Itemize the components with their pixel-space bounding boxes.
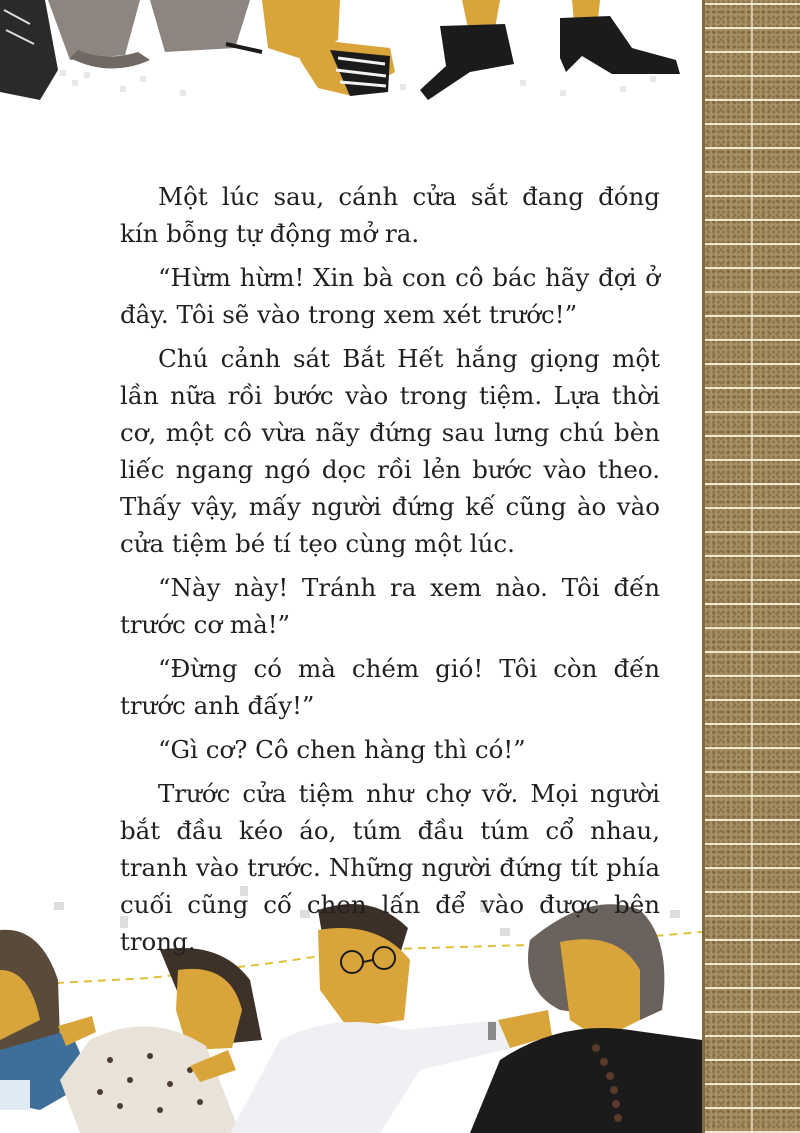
paragraph: “Đừng có mà chém gió! Tôi còn đến trước anh đấy!” [120,654,660,720]
paragraph: “Hừm hừm! Xin bà con cô bác hãy đợi ở đây. Tôi sẽ vào trong xem xét trước!” [120,263,660,329]
story-text [120,178,660,960]
illustration-feet-top [0,0,702,110]
paragraph: “Này này! Tránh ra xem nào. Tôi đến trước cơ mà!” [120,573,660,639]
paragraph: “Gì cơ? Cô chen hàng thì có!” [158,735,526,764]
paragraph: Một lúc sau, cánh cửa sắt đang đóng kín bỗng tự động mở ra. [120,182,660,248]
paragraph: Trước cửa tiệm như chợ vỡ. Mọi người bắt đầu kéo áo, túm đầu túm cổ nhau, tranh vào trước. Những người đứng tít phía cuối cũng cố chen lấn để vào được bên trong. [120,779,660,956]
brick-wall-border [702,0,800,1133]
paragraph: Chú cảnh sát Bắt Hết hắng giọng một lần nữa rồi bước vào trong tiệm. Lựa thời cơ, một cô vừa nãy đứng sau lưng chú bèn liếc ngang ngó dọc rồi lẻn bước vào theo. Thấy vậy, mấy người đứng kế cũng ào vào cửa tiệm bé tí tẹo cùng một lúc. [120,344,660,558]
